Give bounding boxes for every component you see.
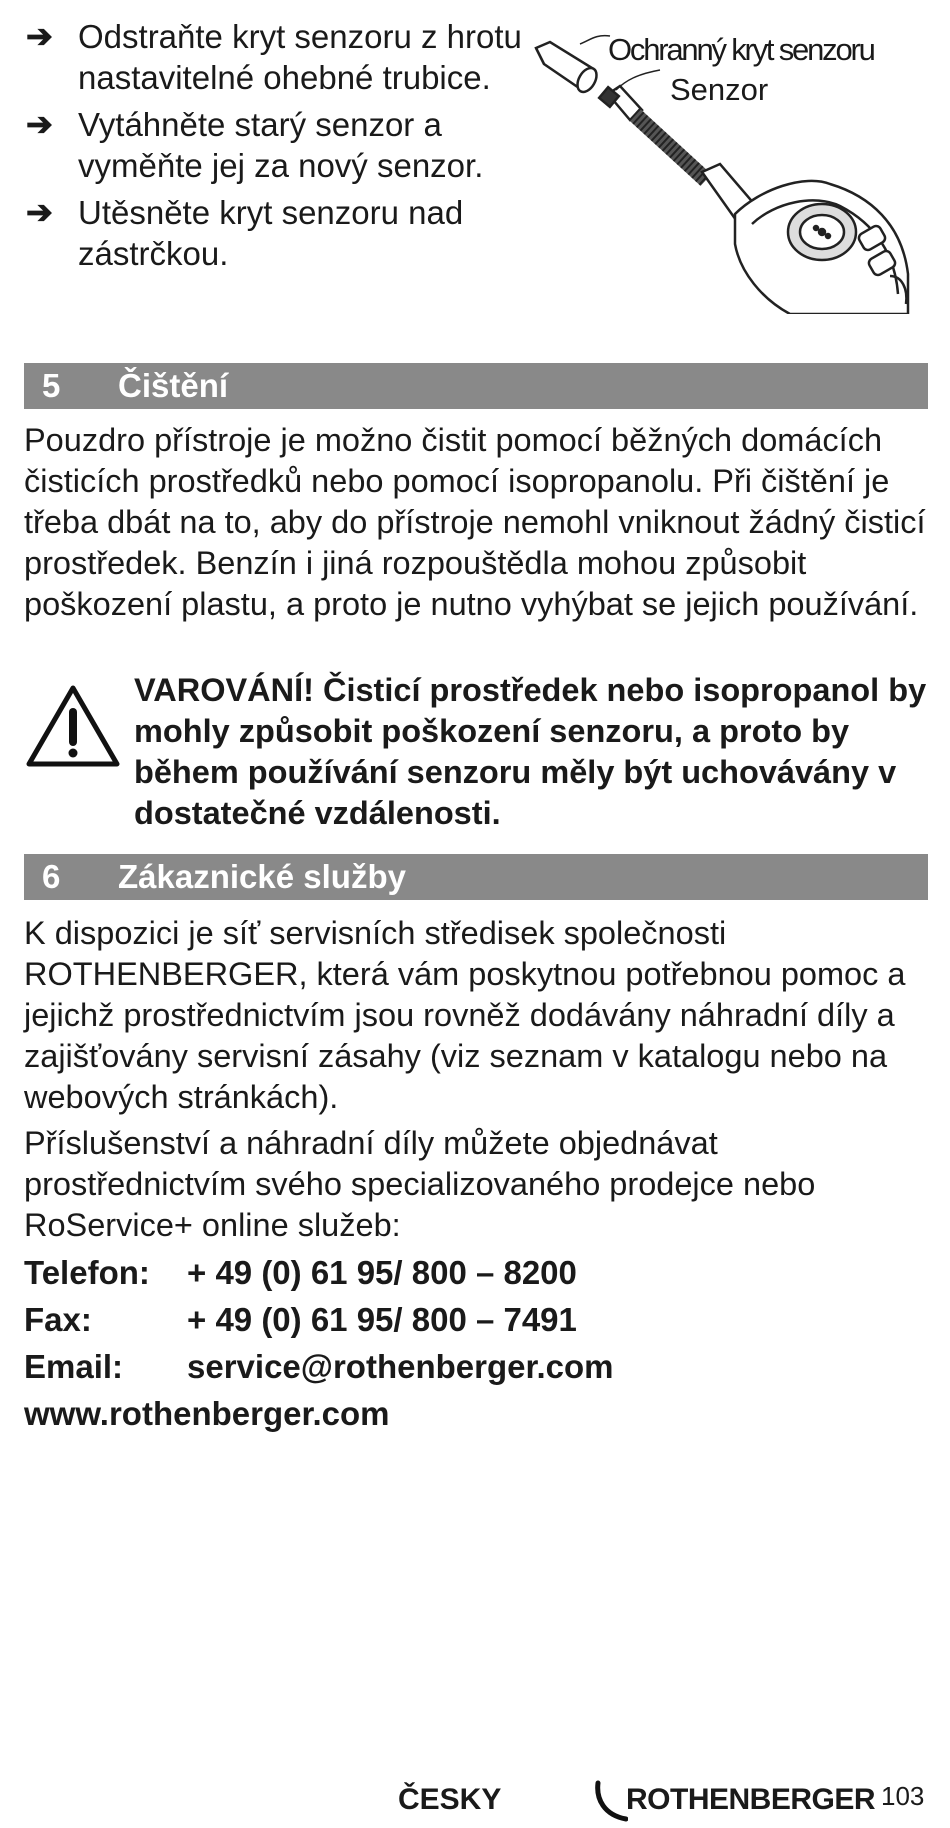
page-footer xyxy=(0,1775,950,1825)
instruction-step xyxy=(24,192,524,274)
contact-list xyxy=(24,1249,924,1437)
instruction-step xyxy=(24,16,524,98)
contact-label: Fax: xyxy=(24,1301,92,1338)
flex-tube-shape xyxy=(634,114,706,180)
section-header-cleaning xyxy=(24,363,928,409)
warning-block xyxy=(24,670,934,834)
section-title: Čištění xyxy=(118,367,229,404)
sensor-illustration xyxy=(530,14,930,314)
contact-value: + 49 (0) 61 95/ 800 – 8200 xyxy=(187,1254,577,1291)
brand-logo xyxy=(592,1779,876,1823)
warning-triangle-icon xyxy=(24,682,122,770)
label-leader-cap xyxy=(580,36,610,44)
contact-label: Telefon: xyxy=(24,1254,150,1291)
sensor-cap-shape xyxy=(536,42,600,95)
instruction-step xyxy=(24,104,524,186)
section-number: 5 xyxy=(42,367,61,404)
step-text: Utěsněte kryt senzoru nad zástrčkou. xyxy=(78,194,464,272)
figure-label-cap: Ochranný kryt senzoru xyxy=(608,32,874,67)
contact-row-email xyxy=(24,1343,924,1390)
contact-row-phone xyxy=(24,1249,924,1296)
step-text: Vytáhněte starý senzor a vyměňte jej za nový senzor. xyxy=(78,106,484,184)
arrow-right-icon: ➔ xyxy=(26,106,53,142)
cleaning-paragraph: Pouzdro přístroje je možno čistit pomocí běžných domácích čisticích prostředků nebo pomocí isopropanolu. Při čištění je třeba dbát na to, aby do přístroje nemohl vniknout žádný čisticí prostředek. Benzín i jiná rozpouštědla mohou způsobit poškození plastu, a proto je nutno vyhýbat se jejich používání. xyxy=(24,422,926,622)
brand-swoosh-icon xyxy=(592,1779,628,1823)
contact-row-fax xyxy=(24,1296,924,1343)
footer-language: ČESKY xyxy=(398,1783,502,1816)
arrow-right-icon: ➔ xyxy=(26,194,53,230)
service-paragraph-network: K dispozici je síť servisních středisek společnosti ROTHENBERGER, která vám poskytnou potřebnou pomoc a jejichž prostřednictvím jsou rovněž dodávány náhradní díly a zajišťovány servisní zásahy (viz seznam v katalogu nebo na webových stránkách). xyxy=(24,915,906,1115)
device-body-shape xyxy=(735,181,908,314)
warning-text: VAROVÁNÍ! Čisticí prostředek nebo isopropanol by mohly způsobit poškození senzoru, a proto by během používání senzoru měly být uchovávány v dostatečné vzdálenosti. xyxy=(134,672,927,831)
contact-value: + 49 (0) 61 95/ 800 – 7491 xyxy=(187,1301,577,1338)
section-number: 6 xyxy=(42,858,61,895)
website-link: www.rothenberger.com xyxy=(24,1395,390,1432)
instruction-steps xyxy=(24,16,524,280)
contact-value: service@rothenberger.com xyxy=(187,1348,614,1385)
figure-label-sensor: Senzor xyxy=(670,72,769,107)
section-header-customer-service xyxy=(24,854,928,900)
service-paragraph-parts: Příslušenství a náhradní díly můžete objednávat prostřednictvím svého specializovaného prodejce nebo RoService+ online služeb: xyxy=(24,1125,816,1243)
step-text: Odstraňte kryt senzoru z hrotu nastavitelné ohebné trubice. xyxy=(78,18,522,96)
contact-label: Email: xyxy=(24,1348,124,1385)
brand-name: ROTHENBERGER xyxy=(626,1783,876,1816)
arrow-right-icon: ➔ xyxy=(26,18,53,54)
section-title: Zákaznické služby xyxy=(118,858,406,895)
page-number: 103 xyxy=(881,1781,925,1811)
